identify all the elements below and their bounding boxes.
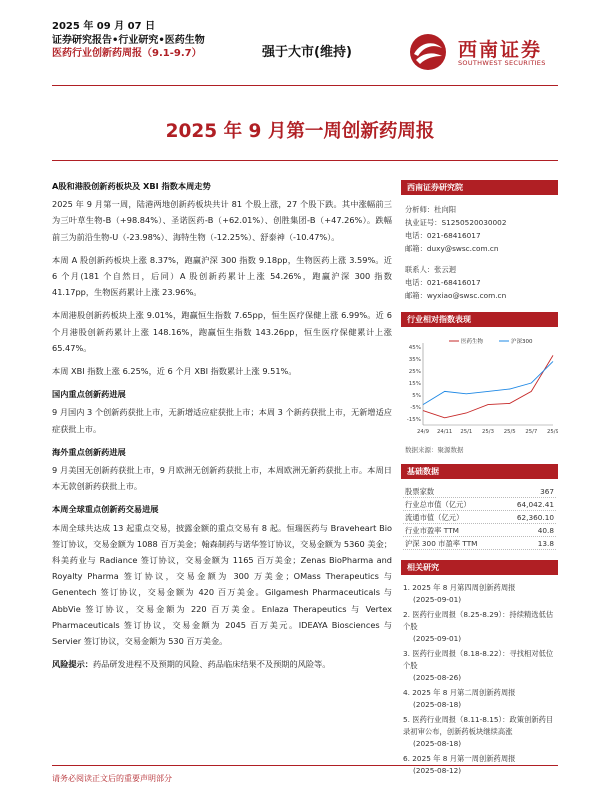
chart-svg bbox=[401, 333, 558, 443]
y-tick-label: -15% bbox=[406, 417, 421, 423]
report-date: 2025 年 09 月 07 日 bbox=[52, 21, 156, 32]
basic-data-row bbox=[403, 537, 556, 550]
y-tick-label: 35% bbox=[408, 357, 421, 363]
contact-phone: 电话：021-68416017 bbox=[405, 278, 481, 287]
related-research-item[interactable] bbox=[403, 687, 556, 711]
sidebar-title-research: 西南证券研究院 bbox=[401, 180, 558, 195]
chart-source: 数据来源：聚源数据 bbox=[405, 446, 464, 454]
basic-data-row bbox=[403, 511, 556, 524]
x-tick-label: 25/9 bbox=[547, 429, 558, 435]
series-line bbox=[423, 355, 553, 417]
related-research-date: (2025-08-18) bbox=[413, 700, 462, 709]
basic-data-label: 股票家数 bbox=[405, 487, 435, 496]
analyst-phone: 电话：021-68416017 bbox=[405, 231, 481, 240]
relative-index-chart bbox=[401, 333, 558, 443]
company-logo bbox=[408, 32, 558, 72]
report-category: 证券研究报告•行业研究•医药生物 bbox=[52, 34, 205, 46]
section-title-deals: 本周全球重点创新药交易进展 bbox=[52, 504, 159, 515]
related-research-title: 5. 医药行业周报（8.11-8.15）：政策创新药目录初审公布，创新药板块继续高涨 bbox=[403, 715, 554, 736]
related-research-list bbox=[401, 575, 558, 777]
related-research-item[interactable] bbox=[403, 609, 556, 645]
section-title-overseas: 海外重点创新药进展 bbox=[52, 446, 126, 457]
paragraph-xbi: 本周 XBI 指数上涨 6.25%，近 6 个月 XBI 指数累计上涨 9.51%。 bbox=[52, 366, 297, 377]
sidebar-title-related: 相关研究 bbox=[401, 560, 558, 575]
x-tick-label: 24/9 bbox=[417, 429, 429, 435]
x-tick-label: 25/1 bbox=[460, 429, 473, 435]
sidebar-title-chart: 行业相对指数表现 bbox=[401, 312, 558, 327]
related-research-title: 4. 2025 年 8 月第二周创新药周报 bbox=[403, 688, 516, 697]
basic-data-label: 流通市值（亿元） bbox=[405, 513, 464, 522]
risk-label: 风险提示： bbox=[52, 659, 93, 670]
basic-data-row bbox=[403, 524, 556, 537]
related-research-date: (2025-08-18) bbox=[413, 739, 462, 748]
related-research-item[interactable] bbox=[403, 648, 556, 684]
related-research-date: (2025-09-01) bbox=[413, 595, 462, 604]
paragraph-overseas: 9 月美国无创新药获批上市，9 月欧洲无创新药获批上市，本周欧洲无新药获批上市。本周日本无款创新药获批上市。 bbox=[52, 465, 392, 492]
basic-data-value: 367 bbox=[540, 487, 554, 496]
basic-data-value: 62,360.10 bbox=[516, 513, 554, 522]
x-tick-label: 25/3 bbox=[482, 429, 494, 435]
contact-name: 联系人：张云迥 bbox=[405, 265, 457, 274]
contact-email[interactable]: 邮箱：wyxiao@swsc.com.cn bbox=[405, 291, 507, 300]
legend-label: 医药生物 bbox=[461, 339, 484, 345]
sidebar bbox=[401, 180, 558, 780]
report-series-title: 医药行业创新药周报（9.1-9.7） bbox=[52, 48, 202, 59]
footer-disclaimer: 请务必阅读正文后的重要声明部分 bbox=[52, 774, 172, 783]
related-research-title: 6. 2025 年 8 月第一周创新药周报 bbox=[403, 754, 516, 763]
analyst-cert: 执业证号：S1250520030002 bbox=[405, 218, 507, 227]
logo-mark-icon bbox=[408, 32, 448, 72]
analyst-name: 分析师：杜向阳 bbox=[405, 205, 457, 214]
basic-data-label: 行业市盈率 TTM bbox=[405, 526, 459, 535]
footer-divider bbox=[52, 765, 558, 766]
paragraph-hk-share: 本周港股创新药板块上涨 9.01%，跑赢恒生指数 7.65pp，恒生医疗保健上涨 6.99%。近 6 个月港股创新药累计上涨 148.16%，跑赢恒生指数 143.26pp，恒生医疗保健累计上涨 65.47%。 bbox=[52, 310, 392, 353]
risk-text: 药品研发进程不及预期的风险、药品临床结果不及预期的风险等。 bbox=[92, 659, 331, 670]
basic-data-label: 行业总市值（亿元） bbox=[405, 500, 471, 509]
basic-data-value: 64,042.41 bbox=[516, 500, 554, 509]
related-research-date: (2025-08-12) bbox=[413, 766, 462, 775]
paragraph-a-share: 本周 A 股创新药板块上涨 8.37%，跑赢沪深 300 指数 9.18pp，生物医药上涨 3.59%。近 6 个月(181 个自然日，后同）A 股创新药累计上涨 54.26%，跑赢沪深 300 指数 41.17pp，生物医药累计上涨 23.96%。 bbox=[52, 254, 392, 298]
analyst-email[interactable]: 邮箱：duxy@swsc.com.cn bbox=[405, 244, 499, 253]
basic-data-value: 13.8 bbox=[537, 539, 554, 548]
basic-data-label: 沪深 300 市盈率 TTM bbox=[405, 539, 478, 548]
section-title-domestic: 国内重点创新药进展 bbox=[52, 389, 126, 400]
report-header bbox=[52, 20, 205, 61]
paragraph-domestic: 9 月国内 3 个创新药获批上市，无新增适应症获批上市；本周 3 个新药获批上市，无新增适应症获批上市。 bbox=[52, 407, 392, 434]
logo-name-cn: 西南证券 bbox=[458, 39, 543, 61]
related-research-title: 2. 医药行业周报（8.25-8.29）：持续精选低估个股 bbox=[403, 610, 554, 631]
y-tick-label: 45% bbox=[408, 345, 421, 351]
y-tick-label: 15% bbox=[408, 381, 421, 387]
basic-data-row bbox=[403, 485, 556, 498]
x-tick-label: 24/11 bbox=[437, 429, 453, 435]
main-content bbox=[52, 178, 392, 679]
x-tick-label: 25/7 bbox=[525, 429, 538, 435]
paragraph-deals: 本周全球共达成 13 起重点交易，披露金额的重点交易有 8 起。恒瑞医药与 Braveheart Bio 签订协议，交易金额为 1088 百万美金；翰森制药与诺华签订协议，交易金额为 5360 美金；科美药业与 Radiance 签订协议，交易金额为 1165 百万美金；Zenas BioPharma and Royalty Pharma 签订协议，交易金额为 300 万美金；OMass Therapeutics 与 Genentech 签订协议，交易金额为 420 百万美金。Gilgamesh Pharmaceuticals 与 AbbVie 签订协议，交易金额为 220 百万美金。Enlaza Therapeutics 与 Vertex Pharmaceuticals 签订协议，交易金额为 2045 百万美元。IDEAYA Biosciences 与 Servier 签订协议，交易金额为 530 百万美金。 bbox=[52, 522, 392, 647]
rating: 强于大市(维持) bbox=[262, 45, 352, 60]
header-divider bbox=[52, 85, 558, 86]
logo-name-en: SOUTHWEST SECURITIES bbox=[458, 59, 546, 67]
sidebar-title-basic: 基础数据 bbox=[401, 464, 558, 479]
page-title: 2025 年 9 月第一周创新药周报 bbox=[165, 121, 435, 142]
series-line bbox=[423, 361, 553, 404]
basic-data-value: 40.8 bbox=[537, 526, 554, 535]
y-tick-label: 25% bbox=[408, 369, 421, 375]
related-research-date: (2025-08-26) bbox=[413, 673, 462, 682]
related-research-item[interactable] bbox=[403, 714, 556, 750]
related-research-title: 1. 2025 年 8 月第四周创新药周报 bbox=[403, 583, 516, 592]
y-tick-label: -5% bbox=[410, 405, 421, 411]
title-divider bbox=[52, 160, 558, 161]
basic-data-table bbox=[401, 479, 558, 550]
paragraph-overview: 2025 年 9 月第一周，陆港两地创新药板块共计 81 个股上涨，27 个股下跌。其中涨幅前三为三叶草生物-B（+98.84%）、圣诺医药-B（+62.01%）、创胜集团-B（+47.26%）。跌幅前三为前沿生物-U（-23.98%）、海特生物（-12.25%）、舒泰神（-10.47%）。 bbox=[52, 199, 392, 242]
analyst-info bbox=[401, 195, 558, 302]
x-tick-label: 25/5 bbox=[503, 429, 516, 435]
risk-warning bbox=[52, 656, 392, 672]
section-title-market: A股和港股创新药板块及 XBI 指数本周走势 bbox=[52, 181, 211, 191]
basic-data-row bbox=[403, 498, 556, 511]
y-tick-label: 5% bbox=[412, 393, 421, 399]
legend-label: 沪深300 bbox=[511, 339, 533, 345]
related-research-title: 3. 医药行业周报（8.18-8.22）：寻找相对低位个股 bbox=[403, 649, 554, 670]
related-research-item[interactable] bbox=[403, 582, 556, 606]
related-research-date: (2025-09-01) bbox=[413, 634, 462, 643]
